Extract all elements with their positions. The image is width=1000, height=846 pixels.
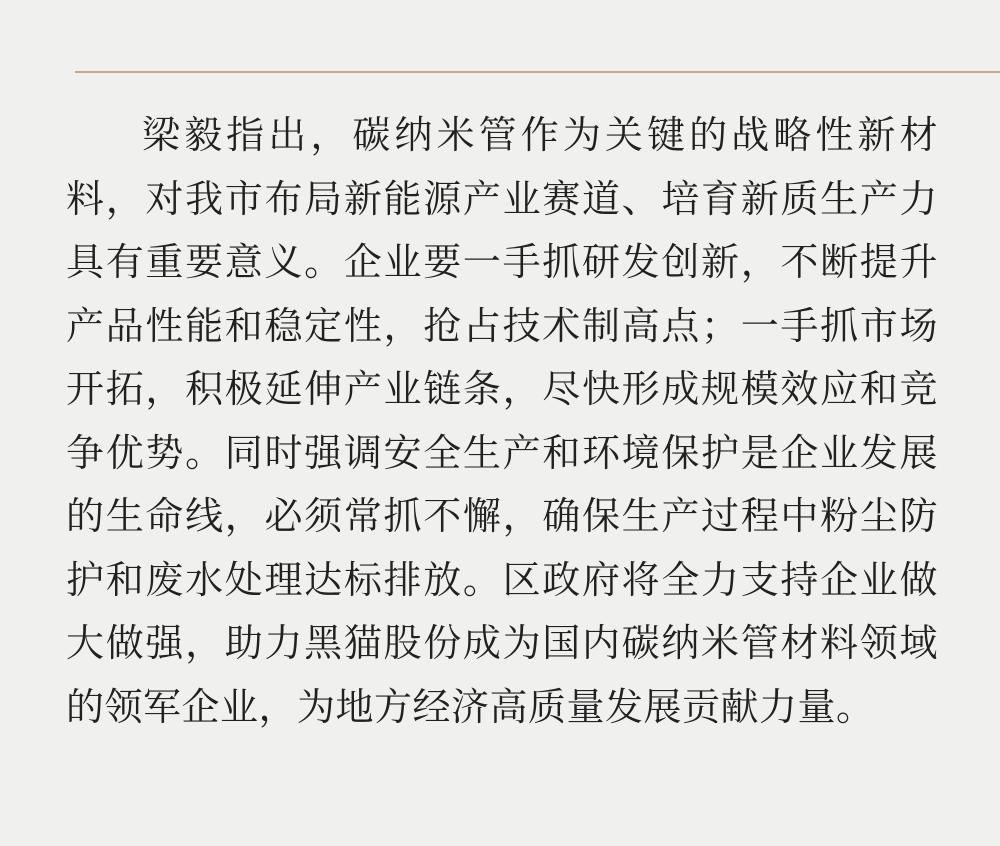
section-divider [75, 71, 1000, 73]
article-body [66, 105, 938, 740]
article-paragraph: 梁毅指出，碳纳米管作为关键的战略性新材料，对我市布局新能源产业赛道、培育新质生产力具有重要意义。企业要一手抓研发创新，不断提升产品性能和稳定性，抢占技术制高点；一手抓市场开拓，积极延伸产业链条，尽快形成规模效应和竞争优势。同时强调安全生产和环境保护是企业发展的生命线，必须常抓不懈，确保生产过程中粉尘防护和废水处理达标排放。区政府将全力支持企业做大做强，助力黑猫股份成为国内碳纳米管材料领域的领军企业，为地方经济高质量发展贡献力量。 [66, 115, 938, 729]
